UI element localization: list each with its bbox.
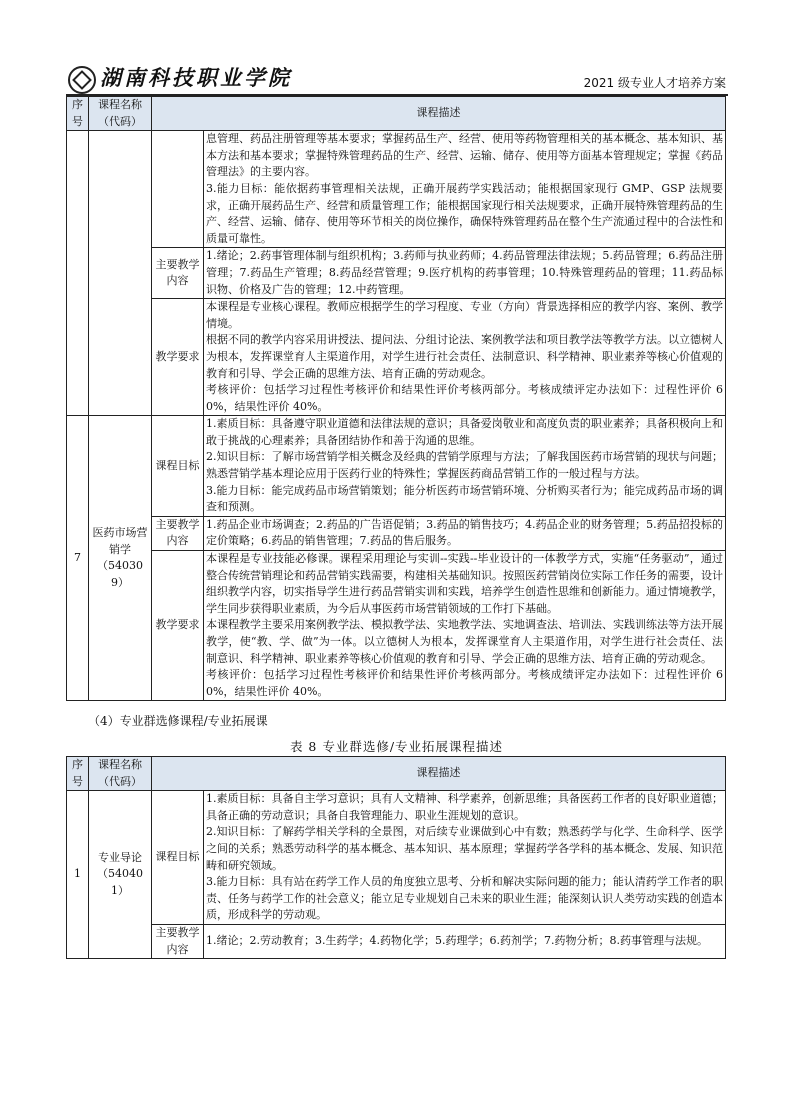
table-row — [67, 299, 726, 416]
main-content-label: 主要教学内容 — [152, 248, 204, 299]
header-course-name: 课程名称（代码） — [89, 97, 152, 131]
table-header-row — [67, 97, 726, 131]
teaching-requirements: 本课程是专业核心课程。教师应根据学生的学习程度、专业（方向）背景选择相应的教学内容、案例、教学情境。 根据不同的教学内容采用讲授法、提问法、分组讨论法、案例教学法和项目教学法等教学方法。以立德树人为根本，发挥课堂育人主渠道作用，对学生进行社会责任、法制意识、科学精神、职业素养等核心价值观的教育和引导、学会正确的思维方法、培育正确的劳动观念。 考核评价：包括学习过程性考核评价和结果性评价考核两部分。考核成绩评定办法如下：过程性评价 60%，结果性评价 40%。 — [204, 299, 726, 416]
elective-course-table — [66, 756, 726, 959]
requirements-label: 教学要求 — [152, 299, 204, 416]
course-objectives: 1.素质目标：具备遵守职业道德和法律法规的意识；具备爱岗敬业和高度负责的职业素养；具备积极向上和敢于挑战的心理素养；具备团结协作和善于沟通的思维。 2.知识目标：了解市场营销学相关概念及经典的营销学原理与方法；了解我国医药市场营销的现状与问题；熟悉营销学基本理论应用于医药行业的特殊性；掌握医药商品营销工作的一般过程与方法。 3.能力目标：能完成药品市场营销策划；能分析医药市场营销环境、分析购买者行为；能完成药品市场的调查和预测。 — [204, 416, 726, 517]
page-header — [66, 62, 728, 96]
main-content-label: 主要教学内容 — [152, 516, 204, 550]
school-logo-text: 湖南科技职业学院 — [100, 65, 292, 90]
table-header-row — [67, 757, 726, 791]
objectives-label: 课程目标 — [152, 416, 204, 517]
plan-title: 2021 级专业人才培养方案 — [583, 76, 726, 90]
school-logo — [68, 62, 292, 92]
table-row — [67, 551, 726, 701]
table-row — [67, 791, 726, 925]
course-objectives: 息管理、药品注册管理等基本要求；掌握药品生产、经营、使用等药物管理相关的基本概念、基本知识、基本方法和基本要求；掌握特殊管理药品的生产、经营、运输、储存、使用等方面基本管理规定；掌握《药品管理法》的主要内容。 3.能力目标：能依据药事管理相关法规，正确开展药学实践活动；能根据国家现行 GMP、GSP 法规要求，正确开展药品生产、经营和质量管理工作；能根据国家现行相关法规要求，正确开展特殊管理药品的生产、经营、运输、储存、使用等环节相关的岗位操作，确保特殊管理药品在整个生产流通过程中的合法性和质量可靠性。 — [204, 131, 726, 248]
course-objectives: 1.素质目标：具备自主学习意识；具有人文精神、科学素养，创新思维；具备医药工作者的良好职业道德；具备正确的劳动意识；具备自我管理能力、职业生涯规划的意识。 2.知识目标：了解药学相关学科的全景图，对后续专业课做到心中有数；熟悉药学与化学、生命科学、医学之间的关系；熟悉劳动科学的基本概念、基本知识、基本原理；掌握药学各学科的基本概念、发展、知识范畴和研究领域。 3.能力目标：具有站在药学工作人员的角度独立思考、分析和解决实际问题的能力；能认清药学工作者的职责、任务与药学工作的社会意义；能立足专业规划自己未来的职业生涯；能深刻认识人类劳动实践的创造本质，形成科学的劳动观。 — [204, 791, 726, 925]
row-seq: 7 — [67, 416, 89, 701]
main-content: 1.药品企业市场调查；2.药品的广告语促销；3.药品的销售技巧；4.药品企业的财务管理；5.药品招投标的定价策略；6.药品的销售管理；7.药品的售后服务。 — [204, 516, 726, 550]
table-caption: 表 8 专业群选修/专业拓展课程描述 — [289, 739, 504, 754]
main-content: 1.绪论；2.劳动教育；3.生药学；4.药物化学；5.药理学；6.药剂学；7.药物分析；8.药事管理与法规。 — [204, 924, 726, 958]
header-course-name: 课程名称（代码） — [89, 757, 152, 791]
header-seq: 序号 — [67, 757, 89, 791]
table-row — [67, 248, 726, 299]
section-heading: （4）专业群选修课程/专业拓展课 — [88, 714, 268, 728]
table-row — [67, 131, 726, 248]
row-seq: 1 — [67, 791, 89, 959]
teaching-requirements: 本课程是专业技能必修课。课程采用理论与实训--实践--毕业设计的一体教学方式，实施“任务驱动”，通过整合传统营销理论和药品营销实践需要，构建相关基础知识。按照医药营销岗位实际工作任务的需要，设计组织教学内容，切实指导学生进行药品营销实训和实践，培养学生创造性思维和创新能力。通过情境教学，学生同步获得职业素质，为今后从事医药市场营销领域的工作打下基础。 本课程教学主要采用案例教学法、模拟教学法、实地教学法、实地调查法、培训法、实践训练法等方法开展教学，使“教、学、做”为一体。以立德树人为根本，发挥课堂育人主渠道作用，对学生进行社会责任、法制意识、科学精神、职业素养等核心价值观的教育和引导、学会正确的思维方法、培育正确的劳动观念。 考核评价：包括学习过程性考核评价和结果性评价考核两部分。考核成绩评定办法如下：过程性评价 60%，结果性评价 40%。 — [204, 551, 726, 701]
header-description: 课程描述 — [152, 97, 726, 131]
objectives-label: 课程目标 — [152, 791, 204, 925]
table-row — [67, 416, 726, 517]
table-row — [67, 924, 726, 958]
requirements-label: 教学要求 — [152, 551, 204, 701]
course-name: 专业导论 （540401） — [89, 791, 152, 959]
main-content-label: 主要教学内容 — [152, 924, 204, 958]
course-name: 医药市场营销学 （540309） — [89, 416, 152, 701]
main-content: 1.绪论；2.药事管理体制与组织机构；3.药师与执业药师；4.药品管理法律法规；5.药品管理；6.药品注册管理；7.药品生产管理；8.药品经营管理；9.医疗机构的药事管理；10.特殊管理药品的管理；11.药品标识物、价格及广告的管理；12.中药管理。 — [204, 248, 726, 299]
table-row — [67, 516, 726, 550]
school-seal-icon — [68, 66, 96, 94]
course-description-table — [66, 96, 726, 701]
header-description: 课程描述 — [152, 757, 726, 791]
header-seq: 序号 — [67, 97, 89, 131]
